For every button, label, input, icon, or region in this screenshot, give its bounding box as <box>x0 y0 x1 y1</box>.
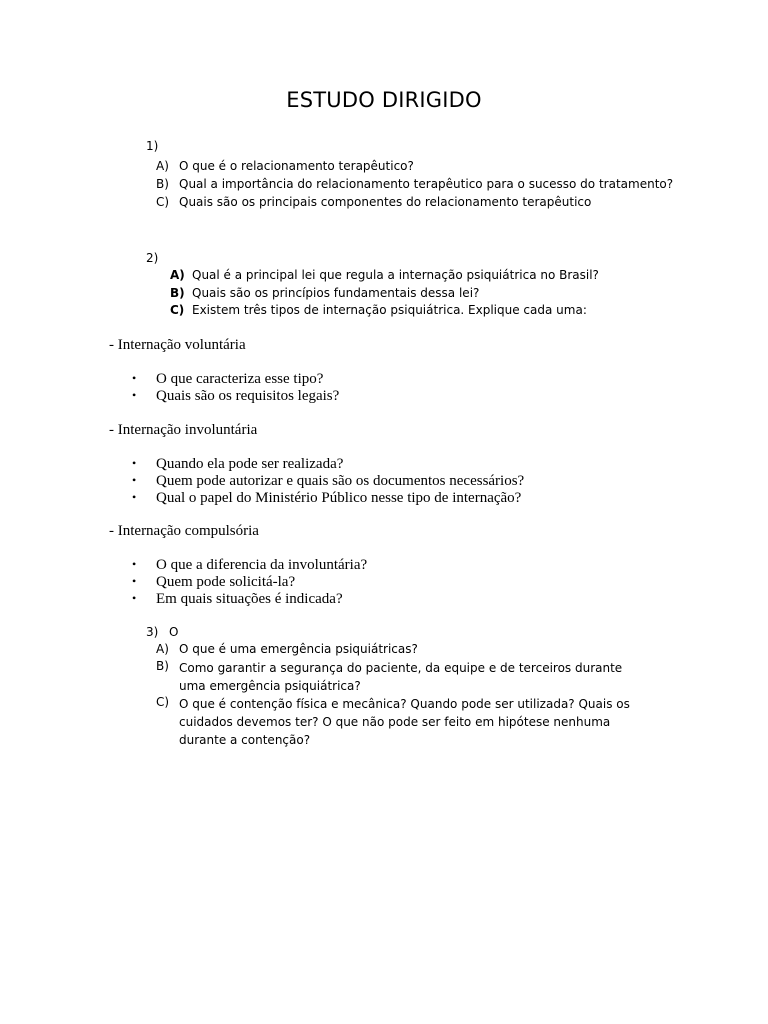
question-2-item-a <box>170 268 670 286</box>
question-3-number: 3) <box>146 625 159 639</box>
section-heading-involuntaria: - Internação involuntária <box>109 422 258 438</box>
question-2-item-c <box>170 303 670 321</box>
bullet-text: Quem pode autorizar e quais são os documentos necessários? <box>156 473 525 489</box>
question-1-item-b <box>156 177 676 195</box>
item-letter: B) <box>156 659 169 673</box>
question-3-item-c <box>156 695 676 749</box>
bullet-text: O que caracteriza esse tipo? <box>156 371 324 387</box>
bullet-icon: • <box>132 490 137 504</box>
question-1-item-a <box>156 159 676 177</box>
question-2-item-b <box>170 286 670 304</box>
bullet-icon: • <box>132 388 137 402</box>
item-letter: A) <box>156 159 169 173</box>
item-text: Existem três tipos de internação psiquiátrica. Explique cada uma: <box>192 303 587 317</box>
item-text: Como garantir a segurança do paciente, da equipe e de terceiros durante uma emergência psiquiátrica? <box>179 661 623 693</box>
section-heading-compulsoria: - Internação compulsória <box>109 523 259 539</box>
item-text: Quais são os princípios fundamentais dessa lei? <box>192 286 480 300</box>
question-3-item-b <box>156 659 676 695</box>
item-text: Qual a importância do relacionamento terapêutico para o sucesso do tratamento? <box>179 177 674 191</box>
item-text: O que é uma emergência psiquiátricas? <box>179 642 418 656</box>
question-1-item-c <box>156 195 676 213</box>
bullet-icon: • <box>132 456 137 470</box>
item-letter: A) <box>170 268 185 282</box>
question-2-number: 2) <box>146 251 159 265</box>
question-3-lead: O <box>169 625 179 639</box>
bullet-text: O que a diferencia da involuntária? <box>156 557 368 573</box>
bullet-text: Quando ela pode ser realizada? <box>156 456 344 472</box>
question-3-item-a <box>156 642 676 660</box>
bullet-text: Quem pode solicitá-la? <box>156 574 296 590</box>
bullet-text: Quais são os requisitos legais? <box>156 388 340 404</box>
document-title: ESTUDO DIRIGIDO <box>286 88 482 112</box>
item-text: O que é o relacionamento terapêutico? <box>179 159 414 173</box>
bullet-icon: • <box>132 473 137 487</box>
bullet-icon: • <box>132 371 137 385</box>
bullet-icon: • <box>132 591 137 605</box>
bullet-text: Em quais situações é indicada? <box>156 591 343 607</box>
item-text: Quais são os principais componentes do relacionamento terapêutico <box>179 195 592 209</box>
section-heading-voluntaria: - Internação voluntária <box>109 337 246 353</box>
item-text: Qual é a principal lei que regula a internação psiquiátrica no Brasil? <box>192 268 599 282</box>
item-letter: C) <box>156 195 170 209</box>
item-letter: B) <box>170 286 185 300</box>
bullet-icon: • <box>132 557 137 571</box>
item-text: O que é contenção física e mecânica? Quando pode ser utilizada? Quais os cuidados devemos ter? O que não pode ser feito em hipótese nenhuma durante a contenção? <box>179 697 630 747</box>
item-letter: C) <box>156 695 170 709</box>
item-letter: C) <box>170 303 185 317</box>
item-letter: B) <box>156 177 169 191</box>
bullet-icon: • <box>132 574 137 588</box>
item-letter: A) <box>156 642 169 656</box>
question-1-number: 1) <box>146 139 159 153</box>
bullet-text: Qual o papel do Ministério Público nesse tipo de internação? <box>156 490 522 506</box>
